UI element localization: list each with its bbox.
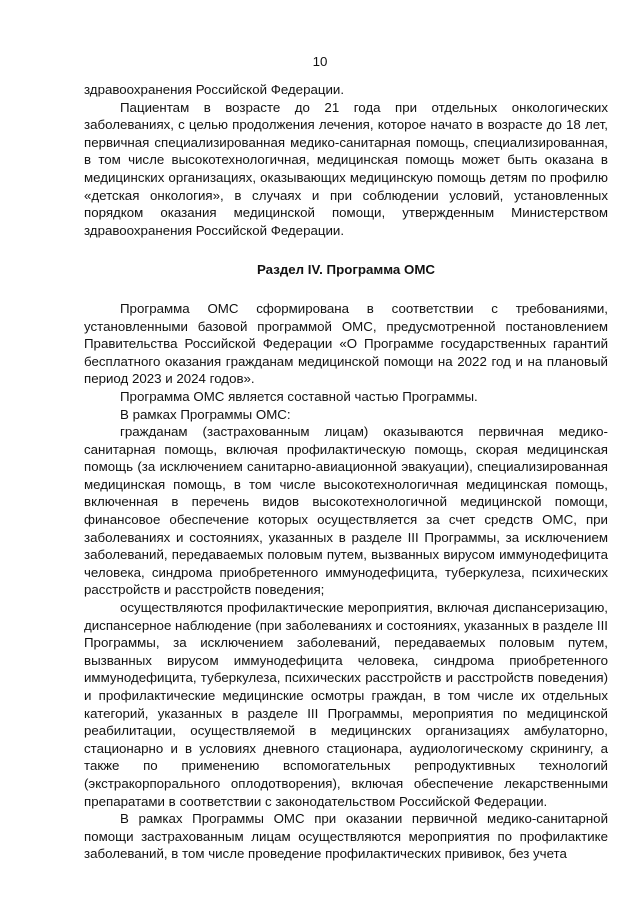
paragraph-oms-part: Программа ОМС является составной частью Программы. — [120, 388, 478, 404]
paragraph-continuation: здравоохранения Российской Федерации. — [84, 82, 345, 97]
section-heading: Раздел IV. Программа ОМС — [256, 262, 436, 278]
paragraph-primary-care-prevention: В рамках Программы ОМС при оказании первичной медико-санитарной помощи застрахованным лицам осуществляются мероприятия по профилактике заболеваний, в том числе проведение профилактических прививок, без учета — [84, 811, 608, 862]
paragraph-oncology-patients: Пациентам в возрасте до 21 года при отдельных онкологических заболеваниях, с целью продолжения лечения, которое начато в возрасте до 18 лет, первичная специализированная медико-санитарная помощь, специализированная, в том числе высокотехнологичная, медицинская помощь может быть оказана в медицинских организациях, оказывающих медицинскую помощь детям по профилю «детская онкология», в случаях и при соблюдении условий, установленных порядком оказания медицинской помощи, утвержденным Министерством здравоохранения Российской Федерации. — [84, 99, 608, 238]
paragraph-oms-scope-intro: В рамках Программы ОМС: — [120, 406, 291, 422]
document-body — [84, 81, 608, 863]
paragraph-preventive-measures: осуществляются профилактические мероприятия, включая диспансеризацию, диспансерное наблюдение (при заболеваниях и состояниях, указанных в разделе III Программы, за исключением заболеваний, передаваемых половым путем, вызванных вирусом иммунодефицита человека, синдрома приобретенного иммунодефицита, туберкулеза, психических расстройств и расстройств поведения) и профилактические медицинские осмотры граждан, в том числе их отдельных категорий, указанных в разделе III Программы, мероприятия по медицинской реабилитации, осуществляемой в медицинских организациях амбулаторно, стационарно и в условиях дневного стационара, аудиологическому скринингу, а также по применению вспомогательных репродуктивных технологий (экстракорпорального оплодотворения), включая обеспечение лекарственными препаратами в соответствии с законодательством Российской Федерации. — [84, 600, 608, 809]
paragraph-oms-formation: Программа ОМС сформирована в соответствии с требованиями, установленными базовой программой ОМС, предусмотренной постановлением Правительства Российской Федерации «О Программе государственных гарантий бесплатного оказания гражданам медицинской помощи на 2022 год и на плановый период 2023 и 2024 годов». — [84, 300, 608, 387]
paragraph-insured-care: гражданам (застрахованным лицам) оказываются первичная медико-санитарная помощь, включая профилактическую помощь, скорая медицинская помощь (за исключением санитарно-авиационной эвакуации), специализированная медицинская помощь, в том числе высокотехнологичная медицинская помощь, включенная в перечень видов высокотехнологичной медицинской помощи, финансовое обеспечение которых осуществляется за счет средств ОМС, при заболеваниях и состояниях, указанных в разделе III Программы, за исключением заболеваний, передаваемых половым путем, вызванных вирусом иммунодефицита человека, синдрома приобретенного иммунодефицита, туберкулеза, психических расстройств и расстройств поведения; — [84, 424, 608, 598]
page-number: 10 — [312, 54, 328, 69]
